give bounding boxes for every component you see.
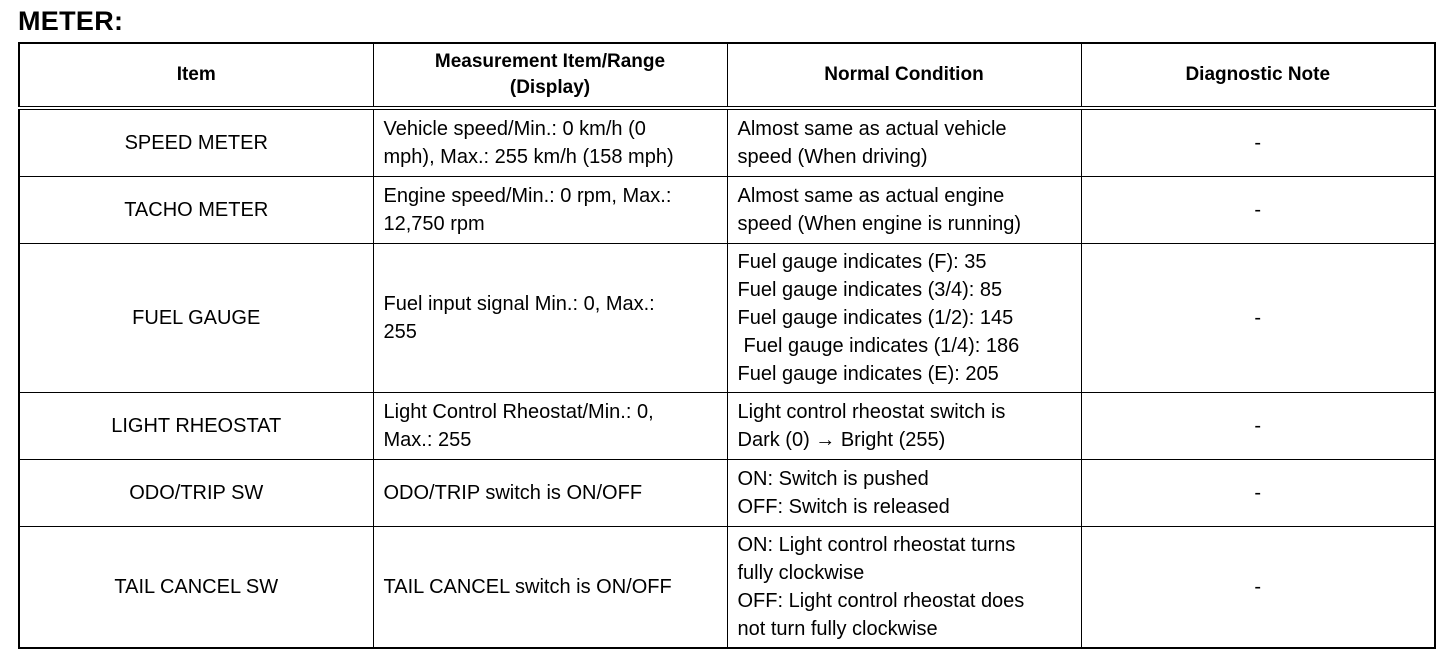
range-cell <box>373 460 727 527</box>
page-title: METER: <box>18 6 124 36</box>
range-line: Fuel input signal Min.: 0, Max.: <box>383 293 655 315</box>
range-line: TAIL CANCEL switch is ON/OFF <box>383 576 672 598</box>
meter-data-table <box>18 42 1436 649</box>
range-line: mph), Max.: 255 km/h (158 mph) <box>383 146 674 168</box>
range-cell <box>373 244 727 393</box>
condition-cell <box>727 108 1081 177</box>
note-cell: - <box>1081 177 1435 244</box>
condition-cell <box>727 244 1081 393</box>
condition-line: Fuel gauge indicates (3/4): 85 <box>737 279 1003 301</box>
item-cell: ODO/TRIP SW <box>19 460 373 527</box>
note-cell: - <box>1081 244 1435 393</box>
range-line: Engine speed/Min.: 0 rpm, Max.: <box>383 185 672 207</box>
condition-line: OFF: Light control rheostat does <box>737 590 1025 612</box>
condition-line: Fuel gauge indicates (E): 205 <box>737 363 999 385</box>
note-cell: - <box>1081 393 1435 460</box>
table-row <box>19 177 1435 244</box>
condition-line: OFF: Switch is released <box>737 496 950 518</box>
range-line: Vehicle speed/Min.: 0 km/h (0 <box>383 118 646 140</box>
range-cell <box>373 177 727 244</box>
condition-line: Almost same as actual vehicle <box>737 118 1007 140</box>
table-row <box>19 460 1435 527</box>
condition-line: Light control rheostat switch is <box>737 401 1006 423</box>
table-row <box>19 527 1435 649</box>
range-line: 12,750 rpm <box>383 213 485 235</box>
condition-cell <box>727 460 1081 527</box>
header-measurement-range-line2: (Display) <box>509 77 591 98</box>
range-cell <box>373 527 727 649</box>
header-diagnostic-note: Diagnostic Note <box>1081 43 1435 108</box>
range-line: Light Control Rheostat/Min.: 0, <box>383 401 654 423</box>
header-measurement-range-line1: Measurement Item/Range <box>434 51 666 72</box>
header-item: Item <box>19 43 373 108</box>
condition-line: fully clockwise <box>737 562 865 584</box>
item-cell: LIGHT RHEOSTAT <box>19 393 373 460</box>
item-cell: SPEED METER <box>19 108 373 177</box>
condition-line: not turn fully clockwise <box>737 618 938 640</box>
condition-line: Dark (0) → Bright (255) <box>737 429 946 451</box>
condition-line: ON: Light control rheostat turns <box>737 534 1016 556</box>
condition-cell <box>727 527 1081 649</box>
table-row <box>19 244 1435 393</box>
range-line: ODO/TRIP switch is ON/OFF <box>383 482 643 504</box>
note-cell: - <box>1081 527 1435 649</box>
item-cell: FUEL GAUGE <box>19 244 373 393</box>
note-cell: - <box>1081 460 1435 527</box>
range-cell <box>373 108 727 177</box>
range-line: Max.: 255 <box>383 429 472 451</box>
table-header <box>19 43 1435 108</box>
condition-line: Fuel gauge indicates (F): 35 <box>737 251 987 273</box>
header-normal-condition: Normal Condition <box>727 43 1081 108</box>
condition-cell <box>727 177 1081 244</box>
condition-line: Fuel gauge indicates (1/4): 186 <box>743 335 1020 357</box>
note-cell: - <box>1081 108 1435 177</box>
table-row <box>19 108 1435 177</box>
condition-line: Almost same as actual engine <box>737 185 1005 207</box>
condition-line: ON: Switch is pushed <box>737 468 929 490</box>
header-row <box>19 43 1435 108</box>
item-cell: TACHO METER <box>19 177 373 244</box>
item-cell: TAIL CANCEL SW <box>19 527 373 649</box>
range-cell <box>373 393 727 460</box>
condition-line: speed (When engine is running) <box>737 213 1022 235</box>
range-line: 255 <box>383 321 417 343</box>
condition-line: Fuel gauge indicates (1/2): 145 <box>737 307 1014 329</box>
condition-line: speed (When driving) <box>737 146 928 168</box>
header-measurement-range <box>373 43 727 108</box>
table-row <box>19 393 1435 460</box>
condition-cell <box>727 393 1081 460</box>
table-body <box>19 108 1435 648</box>
